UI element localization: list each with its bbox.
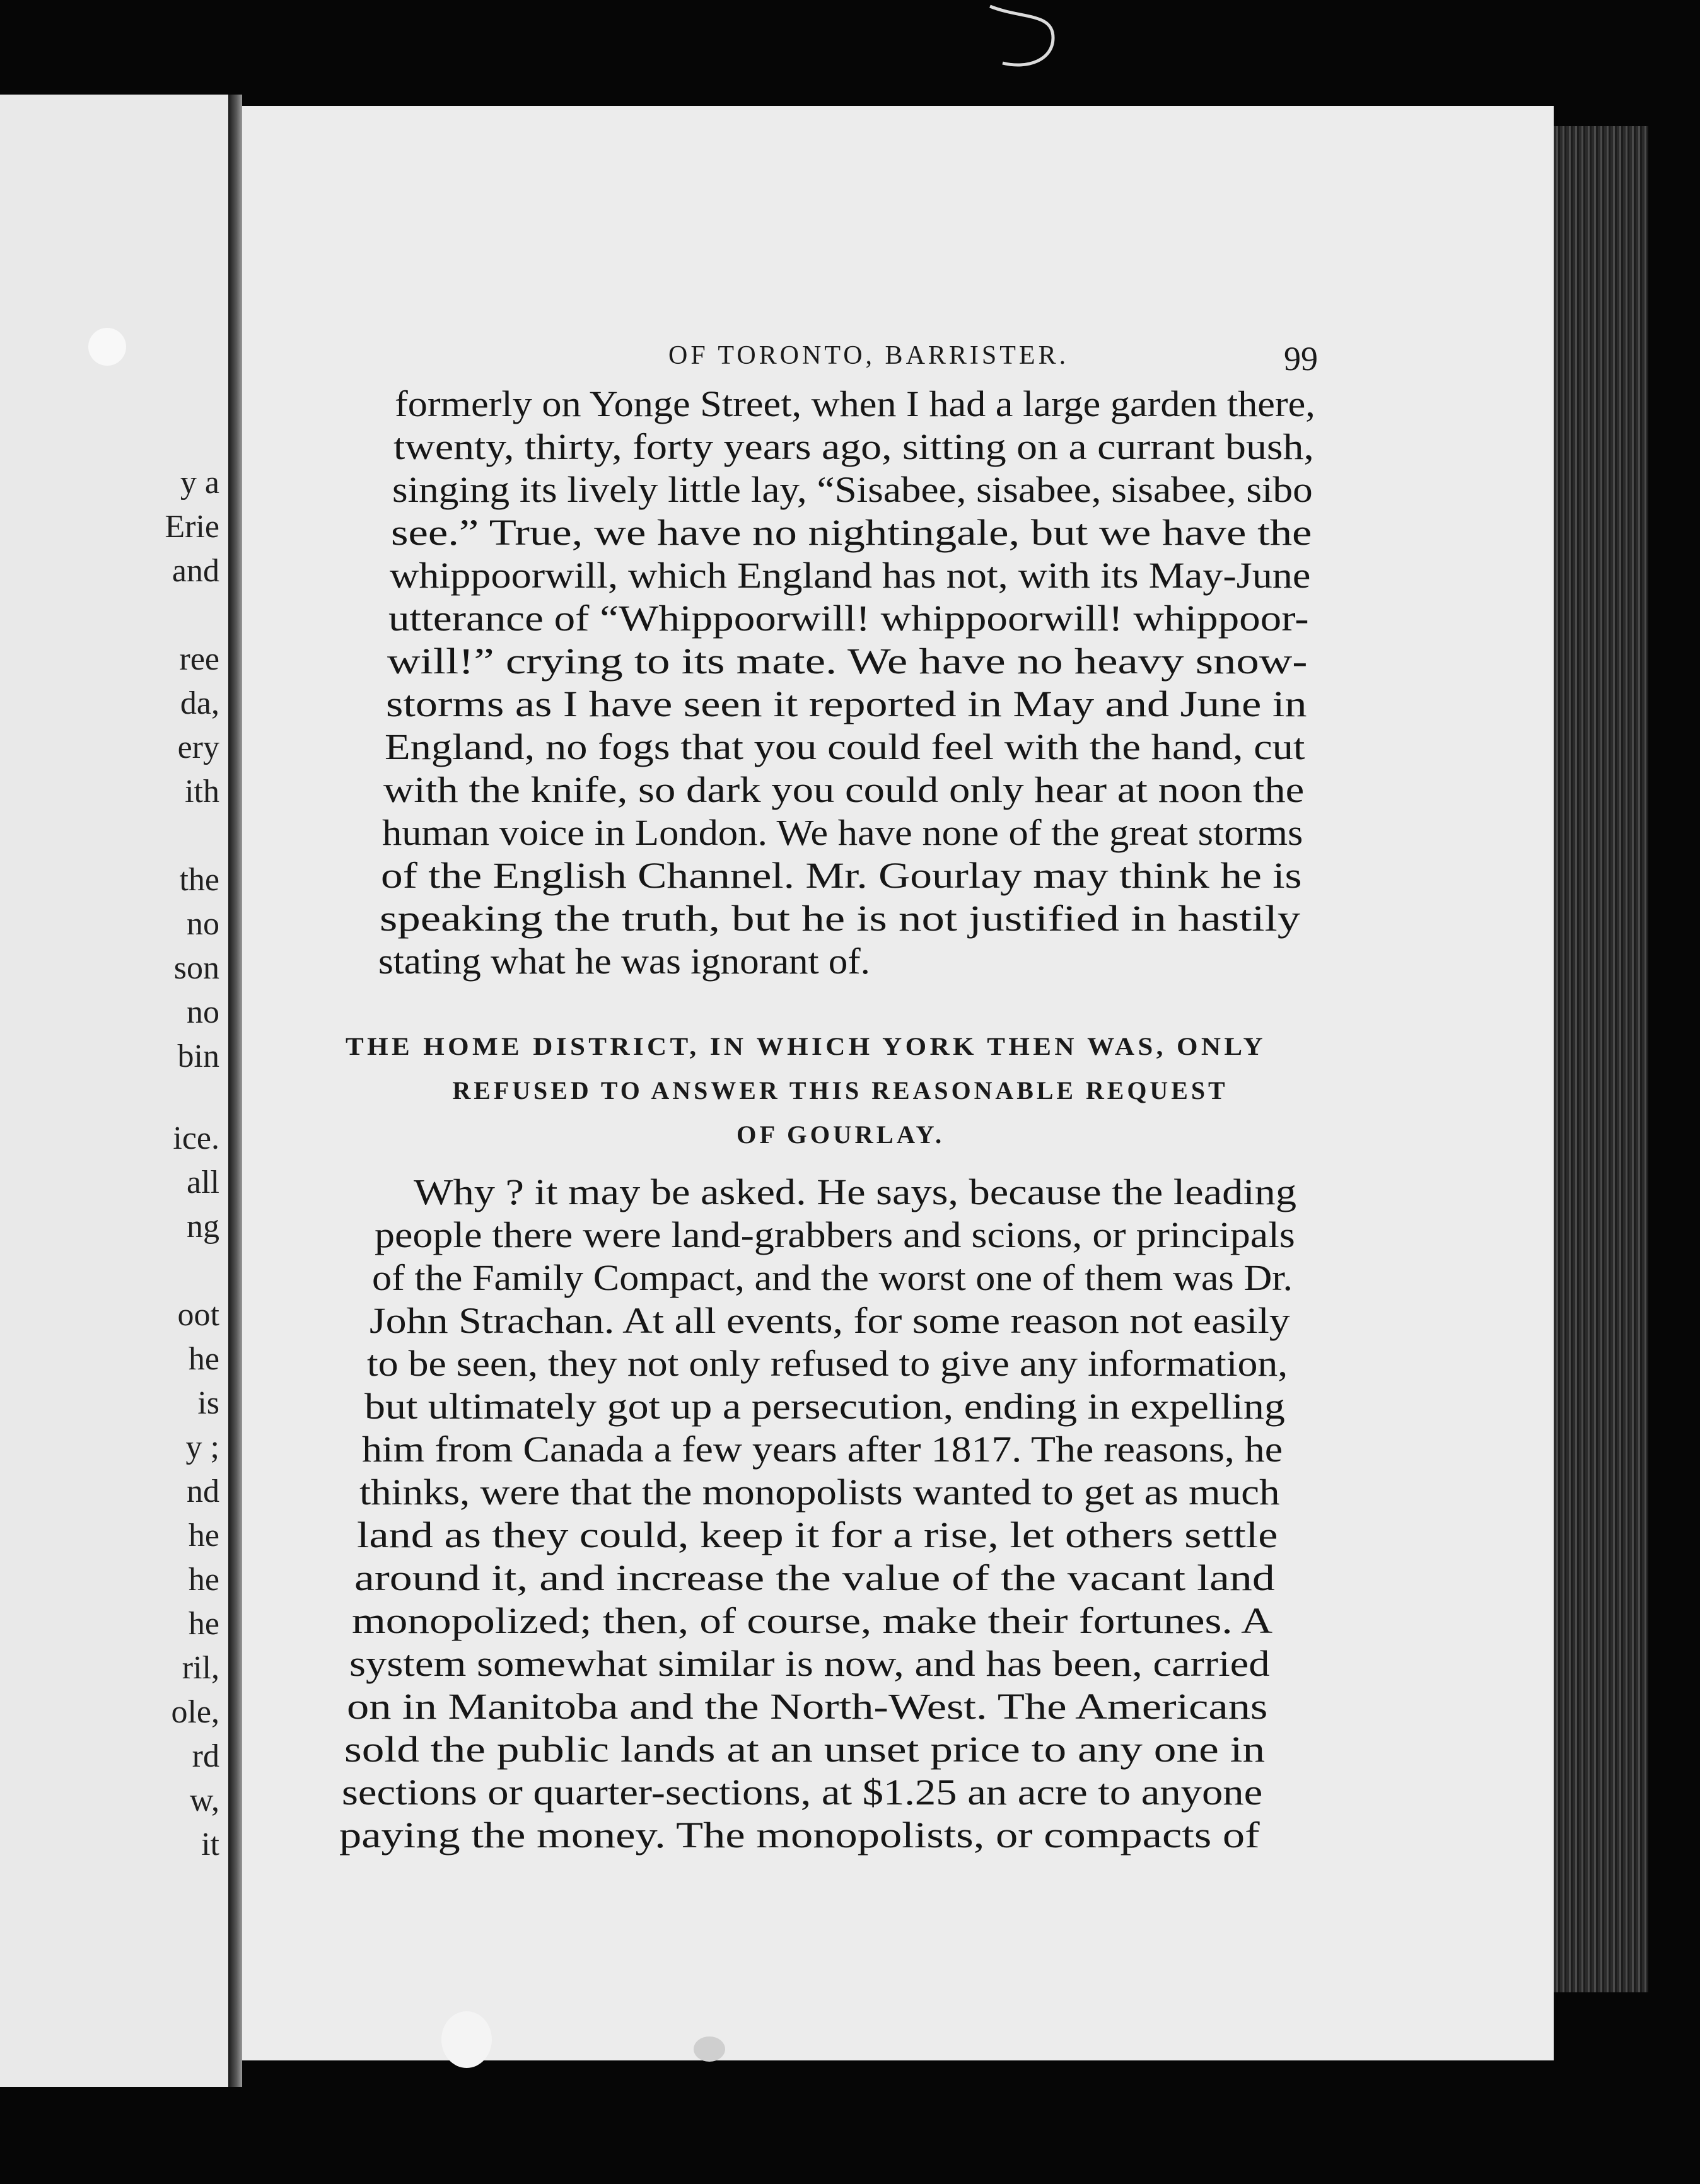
body-text-line: stating what he was ignorant of.	[378, 941, 870, 982]
previous-page-text-fragment: it	[201, 1827, 219, 1862]
previous-page-text-fragment: y ;	[185, 1429, 219, 1465]
section-heading-line: OF GOURLAY.	[736, 1120, 945, 1149]
body-text-line: singing its lively little lay, “Sisabee, sisabee, sisabee, sibo	[392, 469, 1313, 510]
body-text-line: but ultimately got up a persecution, ending in expelling	[364, 1386, 1285, 1427]
previous-page-text-fragment: nd	[187, 1473, 219, 1509]
body-text-line: monopolized; then, of course, make their fortunes. A	[352, 1600, 1273, 1641]
body-text-line: on in Manitoba and the North-West. The Americans	[347, 1686, 1268, 1727]
section-heading-line: THE HOME DISTRICT, IN WHICH YORK THEN WAS, ONLY	[345, 1032, 1267, 1060]
previous-page-text-fragment: da,	[180, 685, 219, 721]
body-text-line: with the knife, so dark you could only hear at noon the	[383, 769, 1305, 810]
body-text-line: whippoorwill, which England has not, with its May-June	[390, 555, 1311, 596]
body-text-line: him from Canada a few years after 1817. The reasons, he	[362, 1429, 1283, 1470]
previous-page-text-fragment: ree	[179, 641, 219, 677]
film-speck	[88, 328, 126, 366]
previous-page-text-fragment: rd	[192, 1738, 219, 1774]
body-text-line: Why ? it may be asked. He says, because the leading	[414, 1171, 1297, 1212]
page-edges	[1554, 126, 1648, 1992]
body-text-line: land as they could, keep it for a rise, let others settle	[357, 1514, 1278, 1555]
body-text-line: system somewhat similar is now, and has been, carried	[349, 1643, 1270, 1684]
body-text-line: storms as I have seen it reported in May and June in	[386, 683, 1307, 724]
previous-page-text-fragment: y a	[180, 465, 219, 501]
previous-page-text-fragment: ith	[185, 774, 219, 810]
body-text-line: formerly on Yonge Street, when I had a large garden there,	[395, 383, 1315, 424]
previous-page-text-fragment: he	[188, 1341, 219, 1377]
previous-page-text-fragment: and	[172, 553, 219, 589]
previous-page-text-fragment: ery	[177, 729, 219, 765]
film-speck	[694, 2036, 725, 2062]
body-text-line: will!” crying to its mate. We have no heavy snow-	[387, 641, 1308, 682]
running-head: OF TORONTO, BARRISTER.	[668, 341, 1069, 370]
previous-page-text-fragment: bin	[177, 1038, 219, 1074]
body-text-line: human voice in London. We have none of the great storms	[382, 812, 1303, 853]
body-text-line: sections or quarter-sections, at $1.25 an acre to anyone	[342, 1772, 1263, 1813]
body-text-line: utterance of “Whippoorwill! whippoorwill! whippoor-	[388, 598, 1309, 639]
previous-page-text-fragment: Erie	[165, 509, 219, 545]
body-text-line: John Strachan. At all events, for some reason not easily	[370, 1300, 1290, 1341]
film-scratch	[984, 0, 1085, 76]
previous-page-text-fragment: he	[188, 1562, 219, 1598]
body-text-line: twenty, thirty, forty years ago, sitting on a currant bush,	[393, 426, 1314, 467]
body-text-line: speaking the truth, but he is not justified in hastily	[380, 898, 1301, 939]
previous-page-text-fragment: he	[188, 1518, 219, 1554]
body-text-line: England, no fogs that you could feel with the hand, cut	[385, 726, 1305, 767]
previous-page-text-fragment: he	[188, 1606, 219, 1642]
previous-page-text-fragment: w,	[189, 1782, 219, 1818]
page-number: 99	[1284, 340, 1318, 378]
previous-page-text-fragment: ole,	[171, 1694, 219, 1730]
body-text-line: see.” True, we have no nightingale, but we have the	[391, 512, 1312, 553]
previous-page-fragment	[0, 95, 235, 2087]
book-gutter	[228, 95, 242, 2087]
body-text-line: thinks, were that the monopolists wanted to get as much	[359, 1472, 1280, 1513]
body-text-line: of the Family Compact, and the worst one of them was Dr.	[372, 1257, 1293, 1298]
previous-page-text-fragment: no	[187, 994, 219, 1030]
previous-page-text-fragment: the	[179, 862, 219, 898]
previous-page-text-fragment: son	[173, 950, 219, 986]
previous-page-text-fragment: no	[187, 906, 219, 942]
film-speck	[441, 2011, 492, 2068]
previous-page-text-fragment: is	[197, 1385, 219, 1421]
previous-page-text-fragment: all	[187, 1165, 219, 1200]
body-text-line: around it, and increase the value of the vacant land	[354, 1557, 1275, 1598]
body-text-line: of the English Channel. Mr. Gourlay may think he is	[381, 855, 1302, 896]
previous-page-text-fragment: ng	[187, 1209, 219, 1245]
previous-page-text-fragment: ril,	[182, 1650, 219, 1686]
body-text-line: sold the public lands at an unset price to any one in	[344, 1729, 1266, 1770]
body-text-line: paying the money. The monopolists, or compacts of	[339, 1815, 1260, 1856]
body-text-line: people there were land-grabbers and scions, or principals	[375, 1214, 1295, 1255]
body-text-line: to be seen, they not only refused to give any information,	[367, 1343, 1288, 1384]
section-heading-line: REFUSED TO ANSWER THIS REASONABLE REQUEST	[452, 1076, 1228, 1105]
previous-page-text-fragment: ice.	[173, 1120, 219, 1156]
previous-page-text-fragment: oot	[177, 1297, 219, 1333]
